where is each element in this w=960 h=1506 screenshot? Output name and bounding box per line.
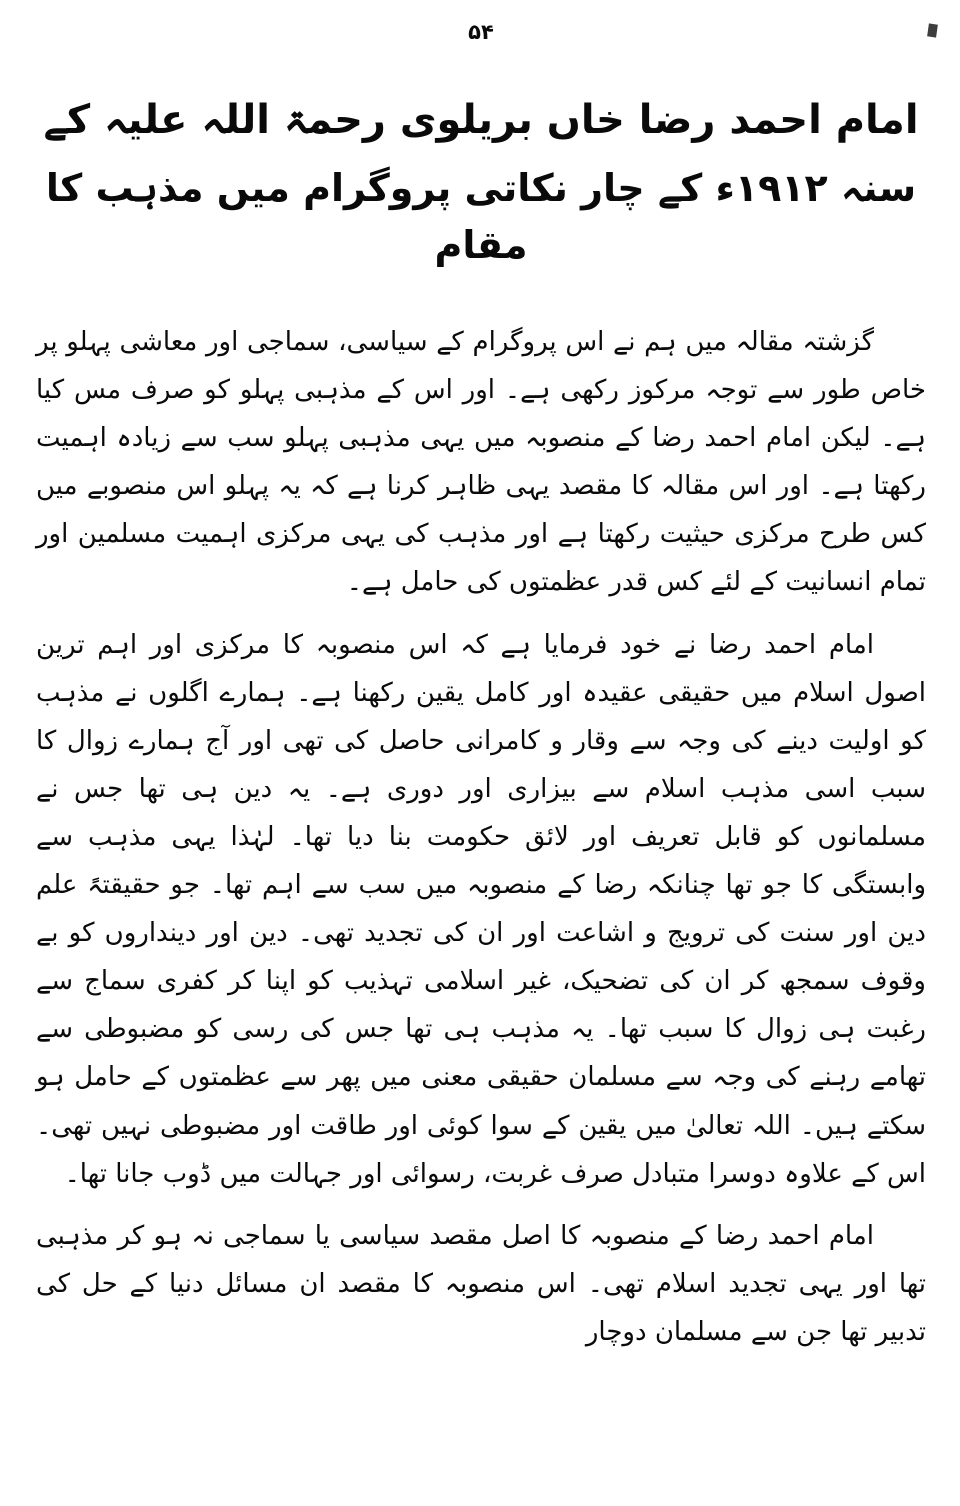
chapter-heading [36,90,926,274]
paragraph-2: امام احمد رضا نے خود فرمایا ہے کہ اس منصوبہ کا مرکزی اور اہم ترین اصول اسلام میں حقیقی عقیدہ اور کامل یقین رکھنا ہے۔ ہمارے اگلوں نے مذہب کو اولیت دینے کی وجہ سے وقار و کامرانی حاصل کی تھی اور آج ہمارے زوال کا سبب اسی مذہب اسلام سے بیزاری اور دوری ہے۔ یہ دین ہی تھا جس نے مسلمانوں کو قابل تعریف اور لائق حکومت بنا دیا تھا۔ لہٰذا یہی مذہب سے وابستگی کا جو تھا چنانکہ رضا کے منصوبہ میں سب سے اہم تھا۔ جو حقیقتہً علم دین اور سنت کی ترویج و اشاعت اور ان کی تجدید تھی۔ دین اور دینداروں کو بے وقوف سمجھ کر ان کی تضحیک، غیر اسلامی تہذیب کو اپنا کر کفری سماج سے رغبت ہی زوال کا سبب تھا۔ یہ مذہب ہی تھا جس کی رسی کو مضبوطی سے تھامے رہنے کی وجہ سے مسلمان حقیقی معنی میں پھر سے عظمتوں کے حامل ہو سکتے ہیں۔ اللہ تعالیٰ میں یقین کے سوا کوئی اور طاقت اور مضبوطی نہیں تھی۔ اس کے علاوہ دوسرا متبادل صرف غربت، رسوائی اور جہالت میں ڈوب جانا تھا۔ [36,629,926,1189]
body-text [36,318,926,1356]
paragraph-3: امام احمد رضا کے منصوبہ کا اصل مقصد سیاسی یا سماجی نہ ہو کر مذہبی تھا اور یہی تجدید اسلام تھی۔ اس منصوبہ کا مقصد ان مسائل دنیا کے حل کی تدبیر تھا جن سے مسلمان دوچار [36,1220,926,1347]
heading-line-1: امام احمد رضا خاں بریلوی رحمۃ اللہ علیہ کے [43,97,919,143]
page-number: ۵۴ [468,20,494,44]
scan-artifact-icon [927,23,938,37]
heading-line-2: سنہ ۱۹۱۲ء کے چار نکاتی پروگرام میں مذہب کا مقام [45,166,917,267]
paragraph-1: گزشتہ مقالہ میں ہم نے اس پروگرام کے سیاسی، سماجی اور معاشی پہلو پر خاص طور سے توجہ مرکوز رکھی ہے۔ اور اس کے مذہبی پہلو کو صرف مس کیا ہے۔ لیکن امام احمد رضا کے منصوبہ میں یہی مذہبی پہلو سب سے زیادہ اہمیت رکھتا ہے۔ اور اس مقالہ کا مقصد یہی ظاہر کرنا ہے کہ یہ پہلو اس منصوبے میں کس طرح مرکزی حیثیت رکھتا ہے اور مذہب کی یہی مرکزی اہمیت مسلمین اور تمام انسانیت کے لئے کس قدر عظمتوں کی حامل ہے۔ [36,327,926,598]
